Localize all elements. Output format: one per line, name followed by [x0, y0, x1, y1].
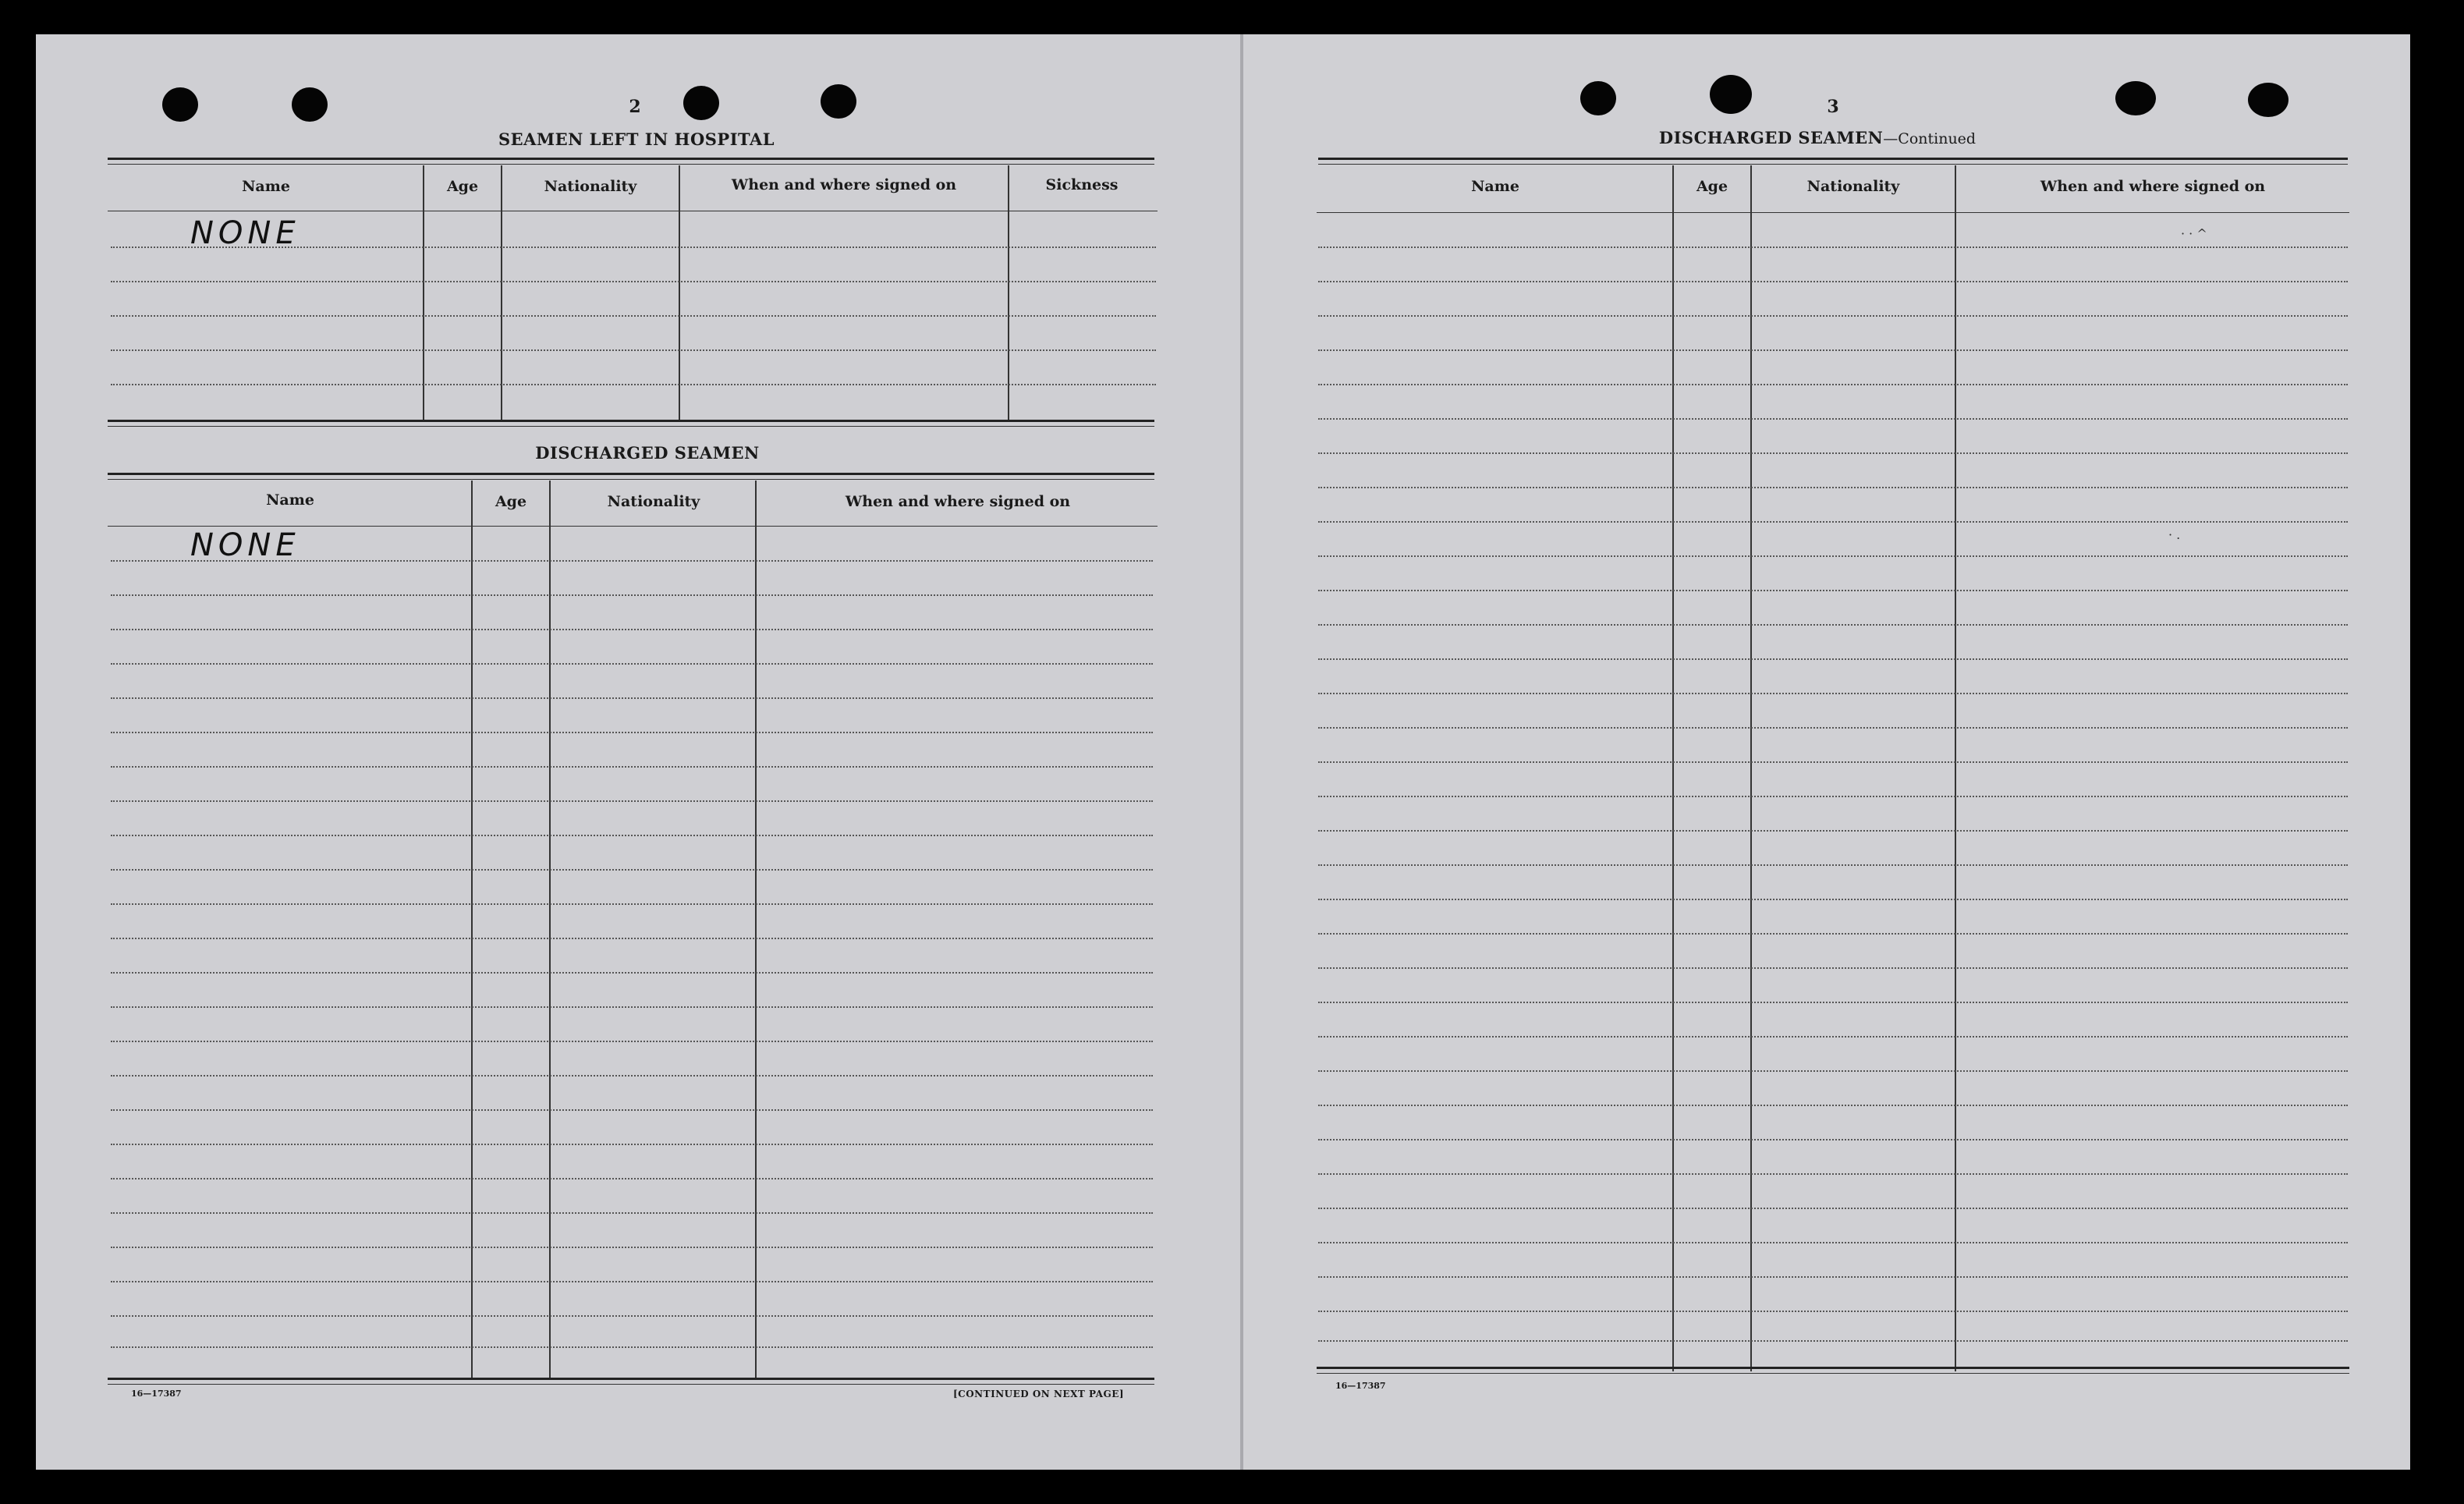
entry-line: [1318, 1105, 2348, 1106]
entry-line: [111, 1109, 1153, 1111]
entry-line: [1318, 727, 2348, 729]
entry-line: [111, 835, 1153, 836]
entry-line: [1318, 830, 2348, 832]
entry-line: [111, 629, 1153, 630]
entry-line: [111, 1346, 1153, 1348]
entry-line: [111, 903, 1153, 905]
entry-line: [111, 315, 1156, 317]
entry-line: [111, 384, 1156, 385]
discharged-continued-title: [1607, 128, 2028, 147]
column-divider: [549, 481, 551, 1379]
entry-line: [111, 1212, 1153, 1214]
col-header-nationality: Nationality: [607, 493, 700, 510]
section-rule: [108, 158, 1154, 160]
entry-line: [1318, 967, 2348, 969]
punch-hole: [292, 87, 328, 122]
punch-hole: [821, 84, 856, 119]
entry-line: [111, 1281, 1153, 1282]
entry-line: [1318, 349, 2348, 351]
punch-hole: [2248, 83, 2289, 117]
form-number: 16—17387: [131, 1389, 182, 1399]
column-divider: [1955, 165, 1956, 1371]
entry-line: [1318, 1036, 2348, 1038]
entry-line: [1318, 521, 2348, 523]
page-number: 3: [1827, 97, 1839, 117]
header-rule: [1317, 212, 2349, 213]
section-rule: [108, 473, 1154, 475]
entry-line: [1318, 1311, 2348, 1312]
section-rule: [1318, 164, 2348, 165]
entry-line: [1318, 933, 2348, 935]
header-rule: [108, 526, 1158, 527]
entry-line: [1318, 590, 2348, 591]
entry-line: [111, 1144, 1153, 1145]
entry-line: [1318, 624, 2348, 626]
entry-line: [111, 766, 1153, 768]
page-fold: [1240, 34, 1243, 1470]
entry-line: [111, 560, 1153, 562]
entry-line: [111, 938, 1153, 939]
entry-line: [111, 1075, 1153, 1077]
entry-line: [1318, 658, 2348, 660]
hospital-section-title: SEAMEN LEFT IN HOSPITAL: [498, 129, 775, 149]
column-divider: [471, 481, 473, 1379]
entry-line: [111, 281, 1156, 282]
discharged-section-title: DISCHARGED SEAMEN: [535, 443, 760, 463]
page-number: 2: [629, 97, 641, 117]
col-header-nationality: Nationality: [544, 178, 637, 195]
column-divider: [755, 481, 757, 1379]
punch-hole: [1710, 75, 1752, 114]
section-rule: [108, 426, 1154, 427]
entry-line: [1318, 1340, 2348, 1342]
column-divider: [423, 165, 424, 421]
entry-line: [1318, 1276, 2348, 1278]
section-rule: [108, 479, 1154, 480]
continued-suffix: —Continued: [1883, 130, 1977, 147]
entry-line: [111, 697, 1153, 699]
entry-line: [1318, 487, 2348, 488]
form-number: 16—17387: [1335, 1381, 1386, 1391]
entry-line: [111, 869, 1153, 871]
entry-line: [1318, 555, 2348, 557]
col-header-age: Age: [495, 493, 527, 510]
punch-hole: [683, 86, 719, 120]
section-rule: [1318, 158, 2348, 160]
col-header-name: Name: [266, 491, 314, 509]
punch-hole: [162, 87, 198, 122]
entry-line: [1318, 281, 2348, 282]
entry-line: [1318, 1242, 2348, 1243]
entry-line: [111, 1247, 1153, 1248]
ink-marks: · · ^: [2181, 226, 2207, 241]
entry-line: [1318, 1002, 2348, 1003]
entry-line: [111, 1315, 1153, 1317]
col-header-age: Age: [1696, 178, 1728, 195]
entry-line: [1318, 1139, 2348, 1140]
entry-line: [111, 594, 1153, 596]
entry-line: [111, 1041, 1153, 1042]
continued-note: [CONTINUED ON NEXT PAGE]: [953, 1389, 1125, 1399]
hospital-entry-none: NONE: [190, 215, 300, 251]
entry-line: [1318, 247, 2348, 248]
column-divider: [1672, 165, 1674, 1371]
entry-line: [1318, 693, 2348, 694]
col-header-nationality: Nationality: [1806, 178, 1900, 195]
entry-line: [1318, 315, 2348, 317]
entry-line: [1318, 796, 2348, 797]
ink-marks: · .: [2168, 527, 2181, 542]
entry-line: [1318, 452, 2348, 454]
col-header-name: Name: [242, 178, 290, 195]
entry-line: [111, 1178, 1153, 1179]
column-divider: [501, 165, 502, 421]
entry-line: [111, 800, 1153, 802]
entry-line: [1318, 1173, 2348, 1175]
column-divider: [679, 165, 680, 421]
col-header-signed-on: When and where signed on: [845, 493, 1071, 510]
discharged-title-text: DISCHARGED SEAMEN: [1658, 128, 1884, 147]
entry-line: [1318, 899, 2348, 900]
discharged-entry-none: NONE: [190, 527, 300, 563]
entry-line: [111, 663, 1153, 665]
column-divider: [1008, 165, 1009, 421]
entry-line: [1318, 864, 2348, 866]
entry-line: [111, 1006, 1153, 1008]
section-rule: [1317, 1373, 2349, 1374]
section-rule: [108, 1384, 1154, 1385]
col-header-signed-on: When and where signed on: [731, 176, 957, 193]
section-rule: [108, 164, 1154, 165]
column-divider: [1750, 165, 1752, 1371]
entry-line: [1318, 384, 2348, 385]
section-rule: [108, 1378, 1154, 1380]
entry-line: [111, 972, 1153, 974]
col-header-name: Name: [1471, 178, 1519, 195]
punch-hole: [1580, 81, 1616, 115]
col-header-sickness: Sickness: [1045, 176, 1119, 193]
punch-hole: [2115, 81, 2156, 115]
entry-line: [111, 732, 1153, 733]
entry-line: [1318, 1070, 2348, 1072]
entry-line: [1318, 1208, 2348, 1209]
right-page: [1242, 34, 2410, 1470]
col-header-age: Age: [446, 178, 479, 195]
section-rule: [108, 420, 1154, 422]
entry-line: [1318, 761, 2348, 763]
entry-line: [1318, 418, 2348, 420]
col-header-signed-on: When and where signed on: [2040, 178, 2266, 195]
section-rule: [1317, 1367, 2349, 1369]
entry-line: [111, 349, 1156, 351]
